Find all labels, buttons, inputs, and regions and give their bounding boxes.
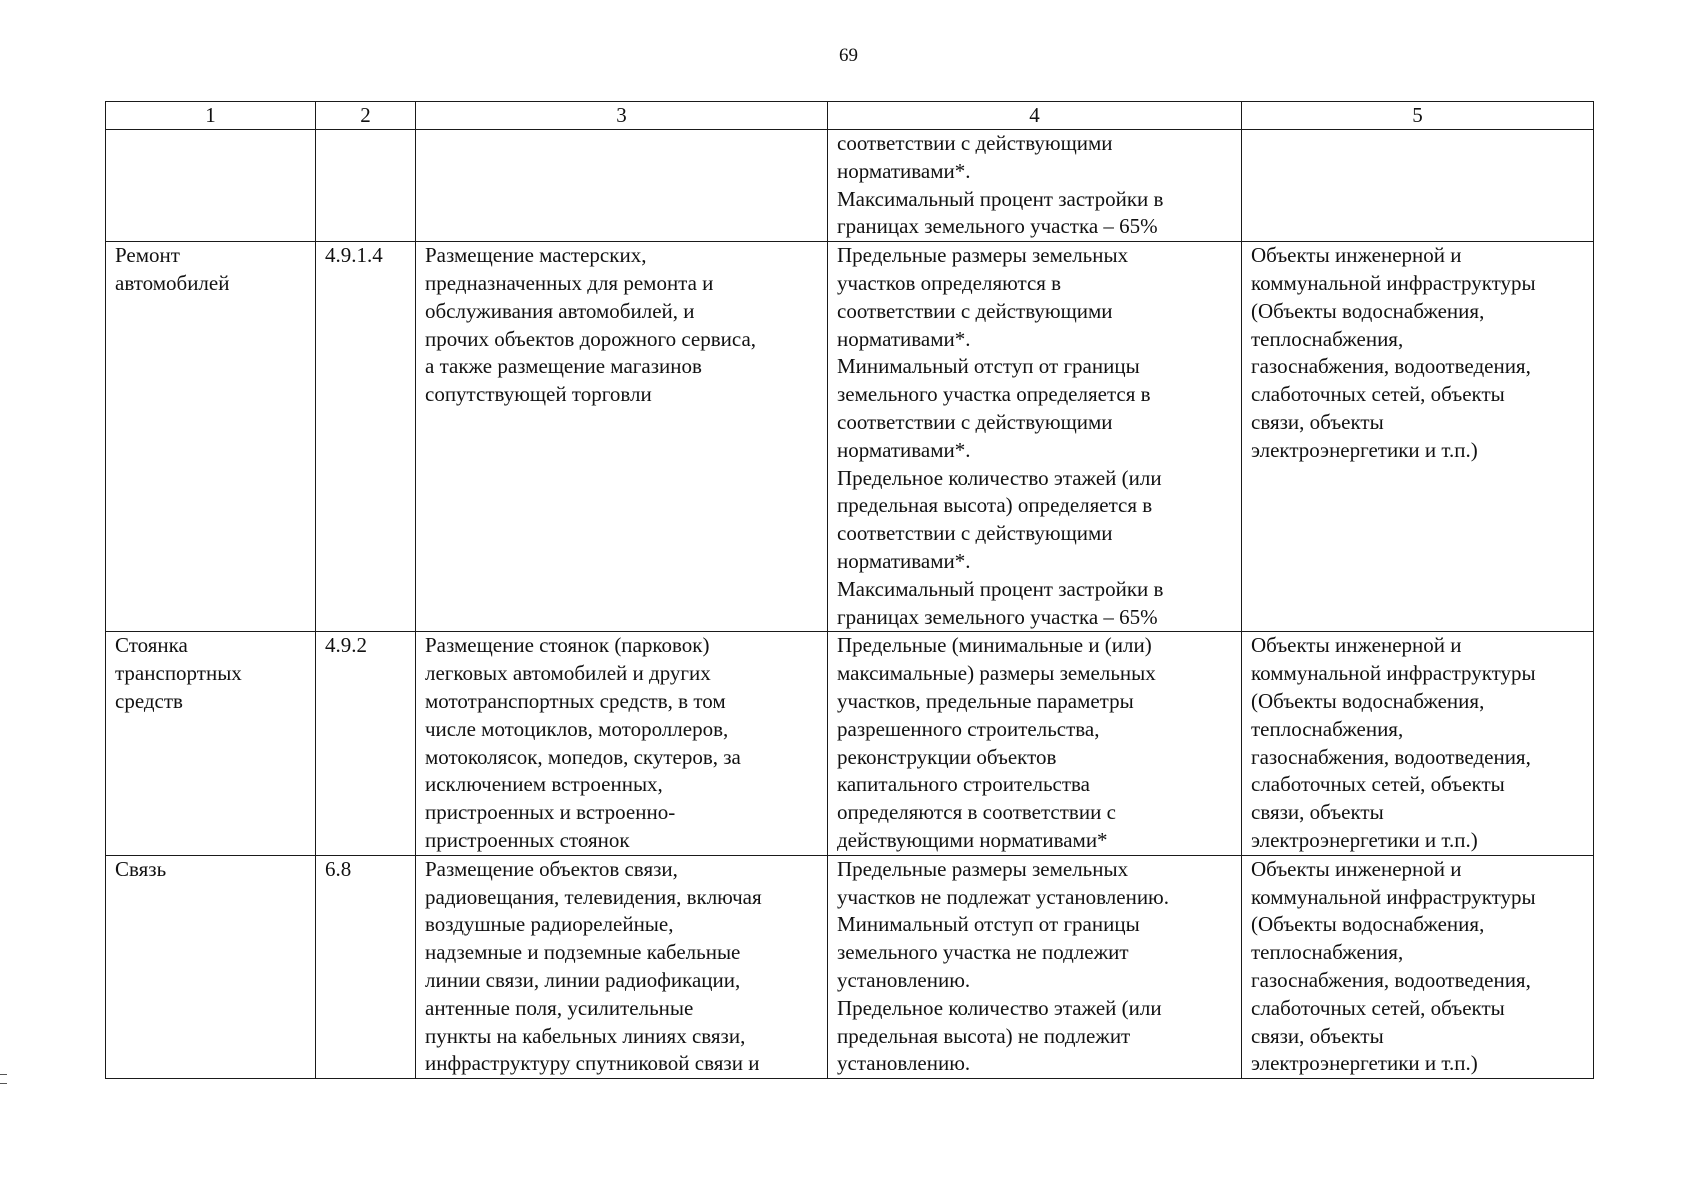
cell-description-text: Размещение мастерских, предназначенных для ремонта и обслуживания автомобилей, и прочих объектов дорожного сервиса, а также размещение магазинов сопутствующей торговли (425, 243, 757, 407)
cell-description-text: Размещение стоянок (парковок) легковых автомобилей и других мототранспортных средств, в том числе мотоциклов, мотороллеров, мотоколясок, мопедов, скутеров, за исключением встроенных, пристроенных и встроенно- пристроенных стоянок (425, 633, 741, 852)
cell-objects-text: Объекты инженерной и коммунальной инфраструктуры (Объекты водоснабжения, теплоснабжения, газоснабжения, водоотведения, слаботочных сетей, объекты связи, объекты электроэнергетики и т.п.) (1251, 243, 1536, 462)
cell-description-text: Размещение объектов связи, радиовещания, телевидения, включая воздушные радиорелейные, надземные и подземные кабельные линии связи, линии радиофикации, антенные поля, усилительные пункты на кабельных линиях связи, инфраструктуру спутниковой связи и (425, 856, 762, 1076)
cell-name-text: Связь (115, 856, 167, 881)
cell-description (416, 130, 828, 242)
cell-objects (1242, 242, 1594, 632)
cell-code-text: 4.9.2 (325, 633, 367, 658)
table-body (106, 130, 1594, 1079)
cell-name-text: Стоянка транспортных средств (115, 633, 242, 713)
land-use-table (105, 101, 1594, 1079)
cell-name (106, 632, 316, 855)
page-number: 69 (839, 45, 858, 66)
cell-description (416, 242, 828, 632)
cell-code (316, 242, 416, 632)
table-header (106, 102, 1594, 130)
cell-code (316, 632, 416, 855)
column-header-3: 3 (416, 102, 828, 130)
cell-name-text: Ремонт автомобилей (115, 243, 230, 295)
header-row (106, 102, 1594, 130)
cell-code-text: 4.9.1.4 (325, 243, 383, 268)
cell-parameters-text: Предельные размеры земельных участков не подлежат установлению. Минимальный отступ от границы земельного участка не подлежит установлению. Предельное количество этажей (или предельная высота) не подлежит установлению. (837, 856, 1169, 1076)
cell-code (316, 855, 416, 1078)
cell-parameters (828, 242, 1242, 632)
cell-parameters (828, 855, 1242, 1078)
cell-name (106, 242, 316, 632)
cell-objects-text: Объекты инженерной и коммунальной инфраструктуры (Объекты водоснабжения, теплоснабжения, газоснабжения, водоотведения, слаботочных сетей, объекты связи, объекты электроэнергетики и т.п.) (1251, 856, 1536, 1076)
table-row (106, 632, 1594, 855)
cell-description (416, 855, 828, 1078)
column-header-4: 4 (828, 102, 1242, 130)
cell-code-text: 6.8 (325, 856, 352, 881)
cell-parameters-text: Предельные размеры земельных участков определяются в соответствии с действующими нормативами*. Минимальный отступ от границы земельного участка определяется в соответствии с действующими нормативами*. Предельное количество этажей (или предельная высота) определяется в соответствии с действующими нормативами*. Максимальный процент застройки в границах земельного участка – 65% (837, 243, 1164, 629)
cell-objects (1242, 855, 1594, 1078)
cell-objects-text: Объекты инженерной и коммунальной инфраструктуры (Объекты водоснабжения, теплоснабжения, газоснабжения, водоотведения, слаботочных сетей, объекты связи, объекты электроэнергетики и т.п.) (1251, 633, 1536, 852)
cell-parameters (828, 130, 1242, 242)
cell-parameters-text: соответствии с действующими нормативами*. Максимальный процент застройки в границах земельного участка – 65% (837, 131, 1164, 239)
cell-objects (1242, 632, 1594, 855)
cell-objects (1242, 130, 1594, 242)
table-row (106, 242, 1594, 632)
cell-name (106, 130, 316, 242)
cell-name (106, 855, 316, 1078)
cell-parameters-text: Предельные (минимальные и (или) максимальные) размеры земельных участков, предельные параметры разрешенного строительства, реконструкции объектов капитального строительства определяются в соответствии с действующими нормативами* (837, 633, 1156, 852)
column-header-2: 2 (316, 102, 416, 130)
column-header-5: 5 (1242, 102, 1594, 130)
cell-code (316, 130, 416, 242)
cell-parameters (828, 632, 1242, 855)
column-header-1: 1 (106, 102, 316, 130)
margin-mark (0, 1074, 7, 1084)
table-row (106, 130, 1594, 242)
table-row (106, 855, 1594, 1078)
cell-description (416, 632, 828, 855)
